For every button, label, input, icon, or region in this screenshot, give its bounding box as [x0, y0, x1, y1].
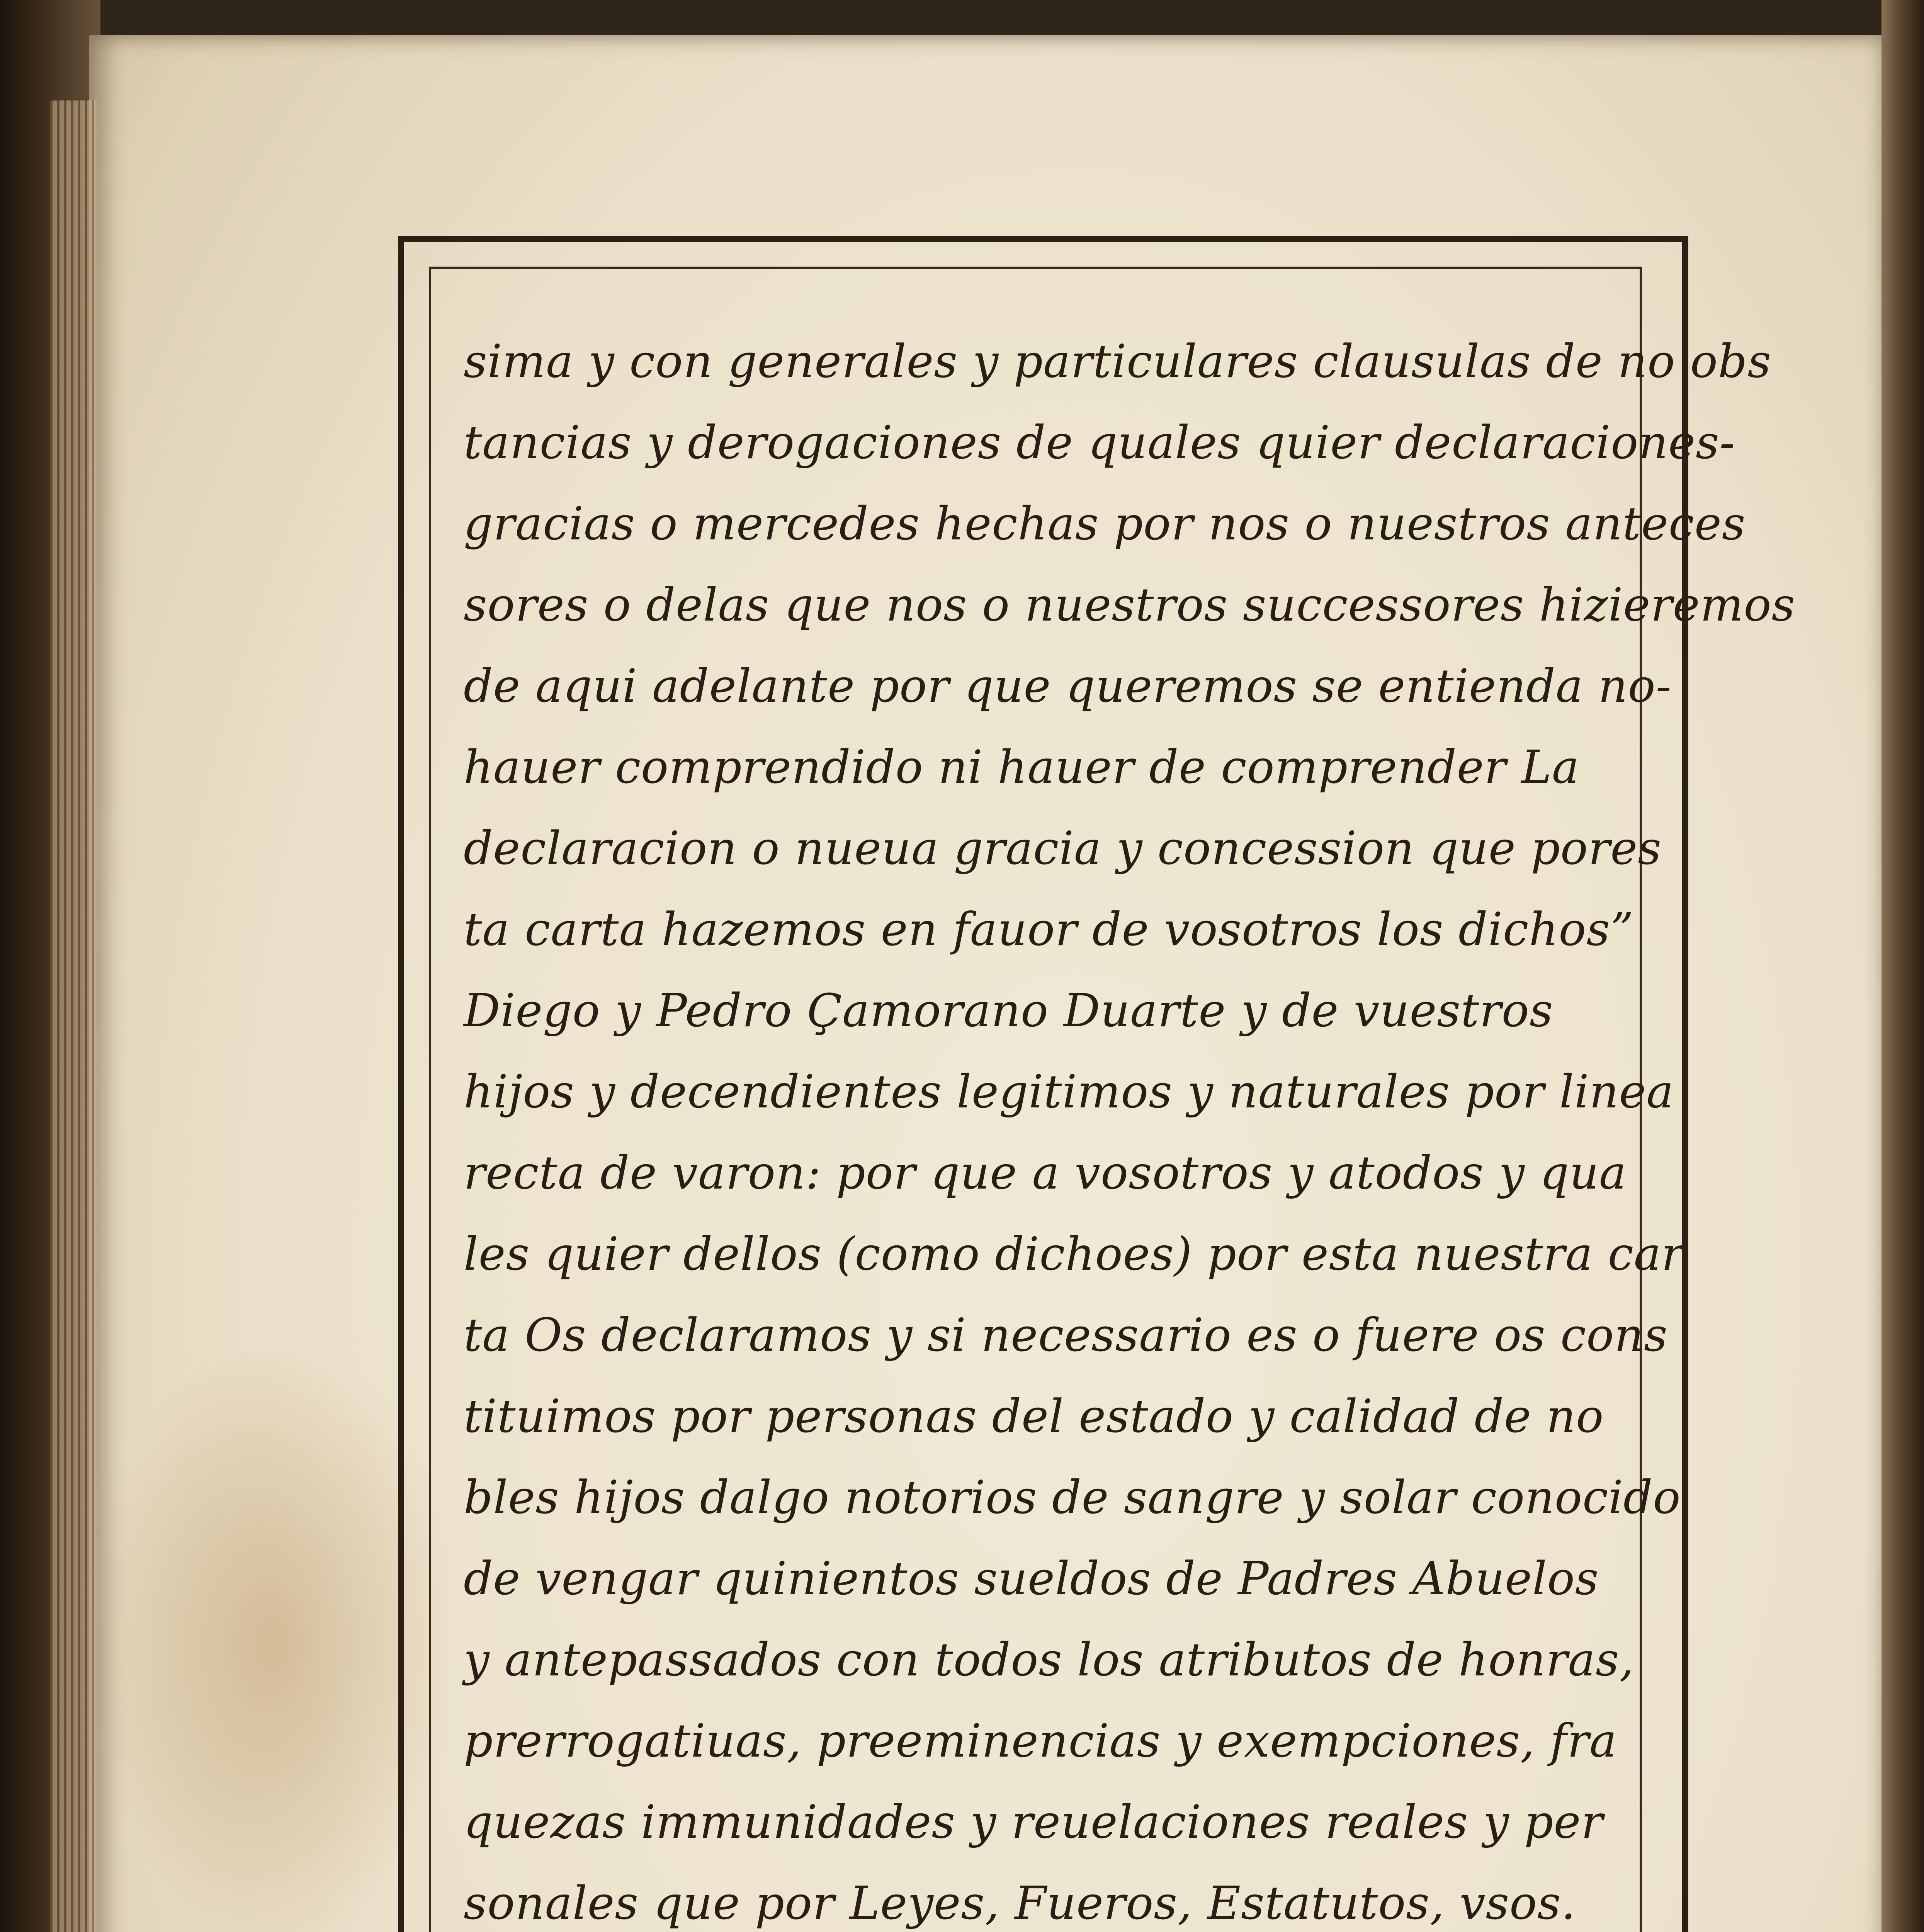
text-line: quezas immunidades y reuelaciones reales y per [464, 1795, 1603, 1849]
water-stain [100, 1352, 448, 1932]
text-line: sima y con generales y particulares clausulas de no obs [464, 335, 1771, 388]
text-line: gracias o mercedes hechas por nos o nuestros anteces [464, 497, 1746, 550]
text-line: Diego y Pedro Çamorano Duarte y de vuestros [464, 984, 1553, 1037]
text-line: hauer comprendido ni hauer de comprender La [464, 740, 1580, 794]
text-line: ta carta hazemos en fauor de vosotros los dichos” [464, 903, 1634, 956]
page-edges [50, 100, 97, 1932]
text-line: tancias y derogaciones de quales quier declaraciones- [464, 416, 1735, 469]
next-page-edge [1882, 0, 1924, 1932]
text-line: tituimos por personas del estado y calidad de no [464, 1389, 1604, 1443]
text-line: de aqui adelante por que queremos se entienda no- [464, 659, 1672, 713]
text-line: de vengar quinientos sueldos de Padres Abuelos [464, 1552, 1599, 1605]
text-line: les quier dellos (como dichoes) por esta nuestra car [464, 1227, 1684, 1281]
text-line: y antepassados con todos los atributos de honras, [464, 1633, 1635, 1686]
text-line: prerrogatiuas, preeminencias y exempciones, fra [464, 1714, 1617, 1767]
text-line: sonales que por Leyes, Fueros, Estatutos, vsos. [464, 1876, 1576, 1930]
text-line: ta Os declaramos y si necessario es o fuere os cons [464, 1308, 1668, 1362]
text-line: hijos y decendientes legitimos y naturales por linea [464, 1065, 1674, 1118]
text-line: bles hijos dalgo notorios de sangre y solar conocido [464, 1471, 1681, 1524]
text-line: sores o delas que nos o nuestros successores hizieremos [464, 578, 1796, 631]
manuscript-text [464, 321, 1796, 1932]
text-line: declaracion o nueua gracia y concession que pores [464, 821, 1662, 875]
text-line: recta de varon: por que a vosotros y atodos y qua [464, 1146, 1627, 1199]
